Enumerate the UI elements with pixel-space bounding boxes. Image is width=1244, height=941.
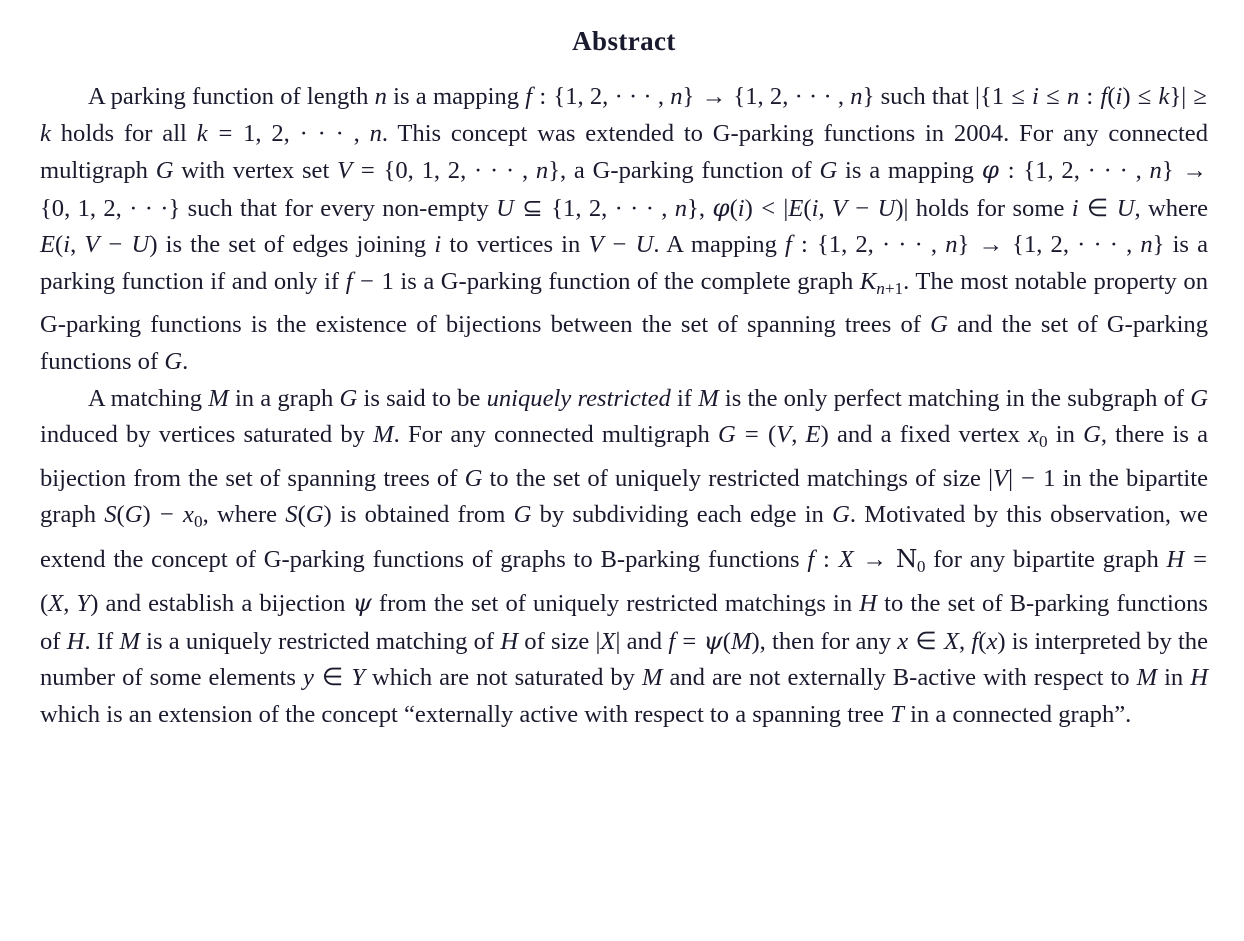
abstract-body: [40, 79, 1208, 733]
abstract-paragraph-2: A matching M in a graph G is said to be uniquely restricted if M is the only perfect matching in the subgraph of G induced by vertices saturated by M. For any connected multigraph G = (V, E) and a fixed vertex x0 in G, there is a bijection from the set of spanning trees of G to the set of uniquely restricted matchings of size |V| − 1 in the bipartite graph S(G) − x0, where S(G) is obtained from G by subdividing each edge in G. Motivated by this observation, we extend the concept of G-parking functions of graphs to B-parking functions f : X → N0 for any bipartite graph H = (X, Y) and establish a bijection ψ from the set of uniquely restricted matchings in H to the set of B-parking functions of H. If M is a uniquely restricted matching of H of size |X| and f = ψ(M), then for any x ∈ X, f(x) is interpreted by the number of some elements y ∈ Y which are not saturated by M and are not externally B-active with respect to M in H which is an extension of the concept “externally active with respect to a spanning tree T in a connected graph”.: [40, 384, 1209, 728]
page-title: Abstract: [572, 26, 676, 56]
abstract-paragraph-1: A parking function of length n is a mapping f : {1, 2, · · · , n} → {1, 2, · · · , n} such that |{1 ≤ i ≤ n : f(i) ≤ k}| ≥ k holds for all k = 1, 2, · · · , n. This concept was extended to G-parking functions in 2004. For any connected multigraph G with vertex set V = {0, 1, 2, · · · , n}, a G-parking function of G is a mapping φ : {1, 2, · · · , n} → {0, 1, 2, · · ·} such that for every non-empty U ⊆ {1, 2, · · · , n}, φ(i) < |E(i, V − U)| holds for some i ∈ U, where E(i, V − U) is the set of edges joining i to vertices in V − U. A mapping f : {1, 2, · · · , n} → {1, 2, · · · , n} is a parking function if and only if f − 1 is a G-parking function of the complete graph Kn+1. The most notable property on G-parking functions is the existence of bijections between the set of spanning trees of G and the set of G-parking functions of G.: [40, 83, 1209, 375]
